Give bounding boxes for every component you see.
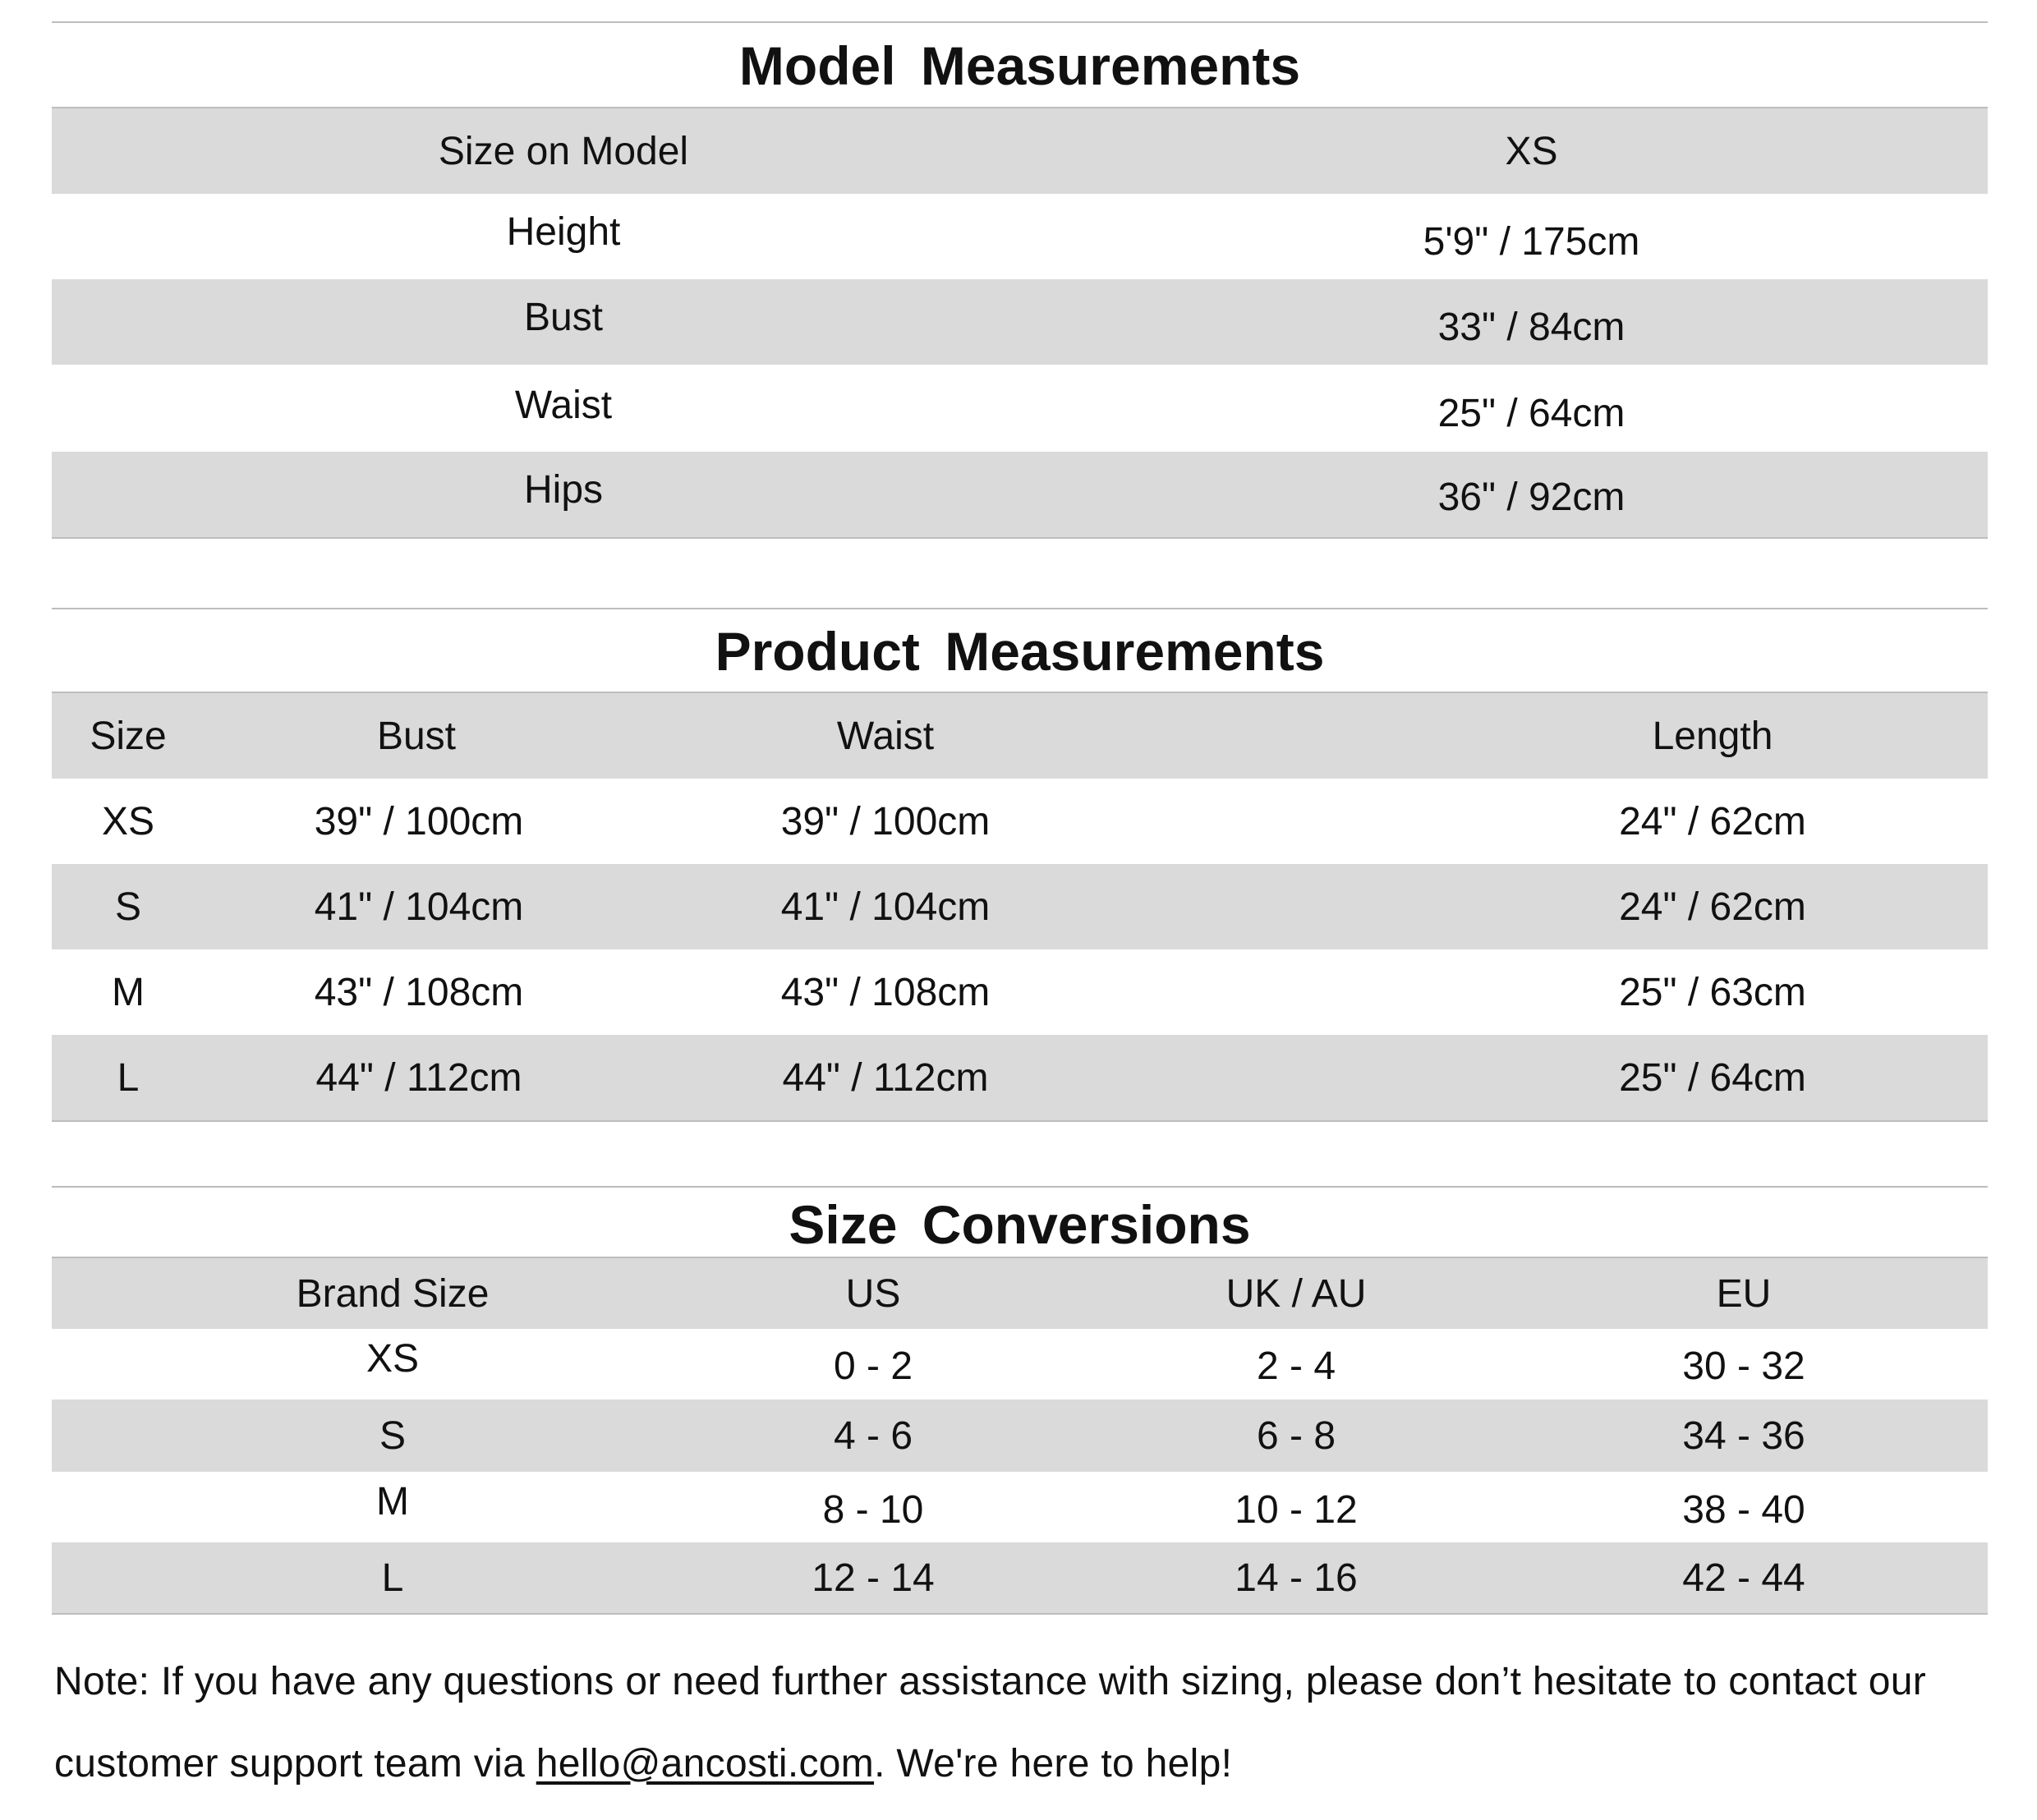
eu-cell: 42 - 44 <box>1682 1556 1805 1600</box>
length-cell: 25" / 64cm <box>1619 1055 1806 1100</box>
table-row <box>52 365 1988 452</box>
uk-au-cell: 2 - 4 <box>1256 1344 1336 1388</box>
uk-au-cell: 6 - 8 <box>1256 1413 1336 1458</box>
table-row <box>52 452 1988 539</box>
support-note <box>54 1641 1993 1805</box>
table-row <box>52 949 1988 1035</box>
uk-au-cell: 10 - 12 <box>1235 1487 1358 1532</box>
model-label: Height <box>506 209 621 254</box>
product-measurements-title: Product Measurements <box>52 608 1988 692</box>
us-cell: 8 - 10 <box>822 1487 924 1532</box>
model-value: 25" / 64cm <box>1437 391 1625 435</box>
column-header: Bust <box>376 714 457 758</box>
note-text: Note: If you have any questions or need further assistance with sizing, please don’t hesitate to contact our customer support team via <box>54 1660 1927 1786</box>
us-cell: 0 - 2 <box>833 1344 913 1388</box>
model-label: Size on Model <box>438 129 689 173</box>
us-cell: 4 - 6 <box>833 1413 913 1458</box>
brand-size-cell: XS <box>366 1336 420 1381</box>
table-row <box>52 1542 1988 1615</box>
column-header: EU <box>1716 1271 1772 1316</box>
bust-cell: 39" / 100cm <box>314 799 524 843</box>
table-row <box>52 279 1988 365</box>
table-row <box>52 1035 1988 1122</box>
column-header: US <box>845 1271 901 1316</box>
brand-size-cell: L <box>381 1556 404 1600</box>
us-cell: 12 - 14 <box>812 1556 935 1600</box>
column-header: Size <box>90 714 167 758</box>
table-header-row <box>52 1257 1988 1329</box>
bust-cell: 44" / 112cm <box>315 1055 522 1100</box>
column-header: Length <box>1652 714 1773 758</box>
model-value: 36" / 92cm <box>1437 475 1625 519</box>
size-cell: M <box>112 970 145 1014</box>
bust-cell: 41" / 104cm <box>314 885 524 929</box>
waist-cell: 39" / 100cm <box>780 799 991 843</box>
note-text-end: . We're here to help! <box>874 1742 1233 1786</box>
size-cell: L <box>117 1055 140 1100</box>
column-header: Brand Size <box>296 1271 490 1316</box>
length-cell: 24" / 62cm <box>1619 799 1806 843</box>
eu-cell: 34 - 36 <box>1682 1413 1805 1458</box>
size-cell: XS <box>101 799 155 843</box>
support-email-link[interactable]: hello@ancosti.com <box>536 1742 875 1786</box>
eu-cell: 38 - 40 <box>1682 1487 1805 1532</box>
table-row <box>52 1329 1988 1399</box>
brand-size-cell: S <box>379 1413 406 1458</box>
length-cell: 25" / 63cm <box>1619 970 1806 1014</box>
column-header: Waist <box>836 714 935 758</box>
uk-au-cell: 14 - 16 <box>1235 1556 1358 1600</box>
size-cell: S <box>114 885 141 929</box>
model-value: XS <box>1505 129 1558 173</box>
size-conversions-title: Size Conversions <box>52 1186 1988 1257</box>
column-header: UK / AU <box>1225 1271 1367 1316</box>
table-row <box>52 1399 1988 1472</box>
model-measurements-title: Model Measurements <box>52 21 1988 107</box>
model-value: 5'9" / 175cm <box>1423 219 1640 264</box>
table-header-row <box>52 692 1988 779</box>
model-label: Waist <box>514 383 613 427</box>
waist-cell: 41" / 104cm <box>780 885 991 929</box>
table-row <box>52 194 1988 279</box>
model-label: Bust <box>523 295 604 339</box>
table-row <box>52 779 1988 864</box>
table-row <box>52 864 1988 949</box>
waist-cell: 43" / 108cm <box>780 970 991 1014</box>
eu-cell: 30 - 32 <box>1682 1344 1805 1388</box>
bust-cell: 43" / 108cm <box>314 970 524 1014</box>
model-value: 33" / 84cm <box>1437 305 1625 349</box>
waist-cell: 44" / 112cm <box>782 1055 989 1100</box>
brand-size-cell: M <box>376 1479 409 1524</box>
table-row <box>52 107 1988 194</box>
model-label: Hips <box>523 467 604 512</box>
length-cell: 24" / 62cm <box>1619 885 1806 929</box>
table-row <box>52 1472 1988 1542</box>
